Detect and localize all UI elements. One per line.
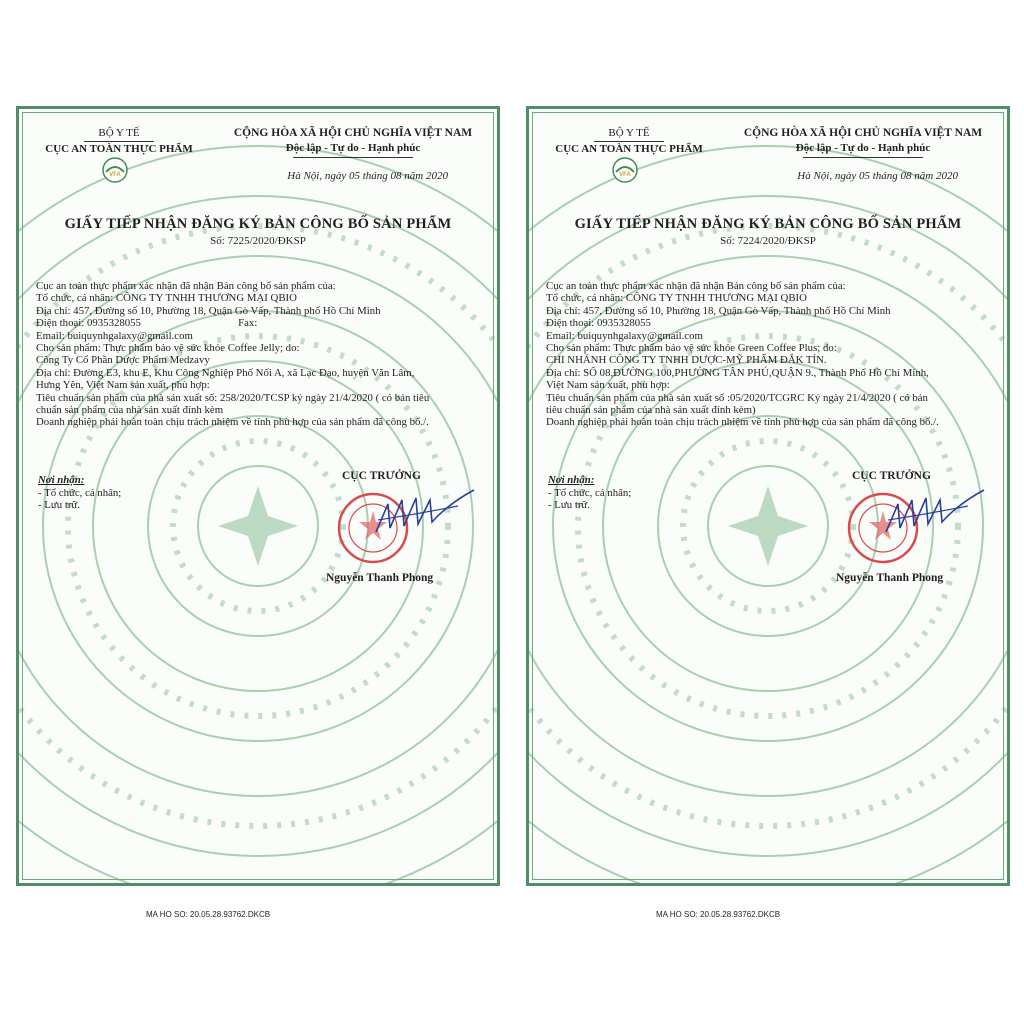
body-line: tiêu chuẩn sản phẩm của nhà sản xuất đính kèm) bbox=[546, 404, 756, 417]
recipient-item: - Tổ chức, cá nhân; bbox=[38, 486, 122, 499]
country-name: CỘNG HÒA XÃ HỘI CHỦ NGHĨA VIỆT NAM bbox=[743, 127, 983, 139]
body-line: Doanh nghiệp phải hoàn toàn chịu trách nhiệm về tính phù hợp của sản phẩm đã công bố./. bbox=[36, 416, 429, 429]
document-title: GIẤY TIẾP NHẬN ĐĂNG KÝ BẢN CÔNG BỐ SẢN PHẨM bbox=[64, 216, 452, 232]
country-name: CỘNG HÒA XÃ HỘI CHỦ NGHĨA VIỆT NAM bbox=[233, 127, 473, 139]
body-line: Email: buiquynhgalaxy@gmail.com bbox=[546, 329, 703, 342]
recipient-item: - Lưu trữ. bbox=[548, 499, 590, 511]
signer-name: Nguyễn Thanh Phong bbox=[326, 572, 434, 584]
body-line: Địa chỉ: 457, Đường số 10, Phường 18, Quận Gò Vấp, Thành phố Hồ Chí Minh bbox=[546, 304, 891, 317]
department-name: CỤC AN TOÀN THỰC PHẨM bbox=[45, 143, 193, 155]
signature-icon bbox=[368, 484, 478, 546]
signature-icon bbox=[878, 484, 988, 546]
logo-text: VFA bbox=[619, 172, 631, 178]
issue-date: Hà Nội, ngày 05 tháng 08 năm 2020 bbox=[287, 170, 448, 182]
body-line: Cho sản phẩm: Thực phẩm bảo vệ sức khỏe Coffee Jelly; do: bbox=[36, 342, 300, 355]
motto: Độc lập - Tự do - Hạnh phúc bbox=[795, 142, 931, 154]
file-code: MA HO SO: 20.05.28.93762.DKCB bbox=[146, 910, 271, 919]
signer-title: CỤC TRƯỞNG bbox=[342, 470, 421, 482]
body-line: Địa chỉ: SỐ 08,ĐƯỜNG 100,PHƯỜNG TÂN PHÚ,QUẬN 9., Thành Phố Hồ Chí Minh, bbox=[546, 366, 929, 379]
ministry-name: BỘ Y TẾ bbox=[98, 127, 140, 139]
recipients-block bbox=[548, 474, 631, 512]
national-header bbox=[718, 126, 1008, 158]
motto: Độc lập - Tự do - Hạnh phúc bbox=[285, 142, 421, 154]
body-line: Doanh nghiệp phải hoàn toàn chịu trách nhiệm về tính phù hợp của sản phẩm đã công bố./. bbox=[546, 416, 939, 429]
issue-date: Hà Nội, ngày 05 tháng 08 năm 2020 bbox=[797, 170, 958, 182]
issuer-header bbox=[30, 126, 208, 156]
body-line: Cục an toàn thực phẩm xác nhận đã nhận Bản công bố sản phẩm của: bbox=[546, 280, 846, 292]
recipients-heading: Nơi nhận: bbox=[38, 474, 85, 486]
body-line: Điện thoại: 0935328055 bbox=[546, 317, 651, 330]
logo-text: VFA bbox=[109, 172, 121, 178]
body-line: Cho sản phẩm: Thực phẩm bảo vệ sức khỏe Green Coffee Plus; do: bbox=[546, 342, 837, 355]
recipient-item: - Lưu trữ. bbox=[38, 499, 80, 511]
document-body bbox=[36, 280, 488, 429]
body-line: Tổ chức, cá nhân: CÔNG TY TNHH THƯƠNG MẠI QBIO bbox=[36, 292, 297, 305]
body-line: Việt Nam sản xuất, phù hợp: bbox=[546, 379, 670, 392]
document-number: Số: 7224/2020/ĐKSP bbox=[720, 235, 816, 247]
vfa-logo-icon bbox=[612, 157, 638, 183]
body-line: Tổ chức, cá nhân: CÔNG TY TNHH THƯƠNG MẠI QBIO bbox=[546, 292, 807, 305]
ministry-name: BỘ Y TẾ bbox=[608, 127, 650, 139]
body-line: Công Ty Cổ Phần Dược Phẩm Medzavy bbox=[36, 354, 210, 367]
body-line: Cục an toàn thực phẩm xác nhận đã nhận Bản công bố sản phẩm của: bbox=[36, 280, 336, 292]
certificate-document bbox=[16, 106, 500, 886]
signer-title: CỤC TRƯỞNG bbox=[852, 470, 931, 482]
body-line: Địa chỉ: Đường E3, khu E, Khu Công Nghiệp Phố Nối A, xã Lạc Đạo, huyện Văn Lâm, bbox=[36, 366, 415, 379]
certificate-document bbox=[526, 106, 1010, 886]
document-title: GIẤY TIẾP NHẬN ĐĂNG KÝ BẢN CÔNG BỐ SẢN PHẨM bbox=[574, 216, 962, 232]
issuer-header bbox=[540, 126, 718, 156]
signer-name: Nguyễn Thanh Phong bbox=[836, 572, 944, 584]
recipient-item: - Tổ chức, cá nhân; bbox=[548, 486, 632, 499]
body-line: Địa chỉ: 457, Đường số 10, Phường 18, Quận Gò Vấp, Thành phố Hồ Chí Minh bbox=[36, 304, 381, 317]
body-line: chuẩn sản phẩm của nhà sản xuất đính kèm bbox=[36, 404, 224, 417]
body-line: Điện thoại: 0935328055 Fax: bbox=[36, 317, 258, 330]
body-line: Email: buiquynhgalaxy@gmail.com bbox=[36, 329, 193, 342]
document-body bbox=[546, 280, 998, 429]
body-line: Tiêu chuẩn sản phẩm của nhà sản xuất số: 258/2020/TCSP ký ngày 21/4/2020 ( có bản tiêu bbox=[36, 391, 430, 404]
body-line: Tiêu chuẩn sản phẩm của nhà sản xuất số :05/2020/TCGRC Ký ngày 21/4/2020 ( có bản bbox=[546, 391, 928, 404]
department-name: CỤC AN TOÀN THỰC PHẨM bbox=[555, 143, 703, 155]
recipients-block bbox=[38, 474, 121, 512]
vfa-logo-icon bbox=[102, 157, 128, 183]
recipients-heading: Nơi nhận: bbox=[548, 474, 595, 486]
national-header bbox=[208, 126, 498, 158]
body-line: Hưng Yên, Việt Nam sản xuất, phù hợp: bbox=[36, 379, 210, 392]
body-line: CHI NHÁNH CÔNG TY TNHH DƯỢC-MỸ PHẨM ĐẮK TÍN. bbox=[546, 354, 827, 367]
file-code: MA HO SO: 20.05.28.93762.DKCB bbox=[656, 910, 781, 919]
document-number: Số: 7225/2020/ĐKSP bbox=[210, 235, 306, 247]
